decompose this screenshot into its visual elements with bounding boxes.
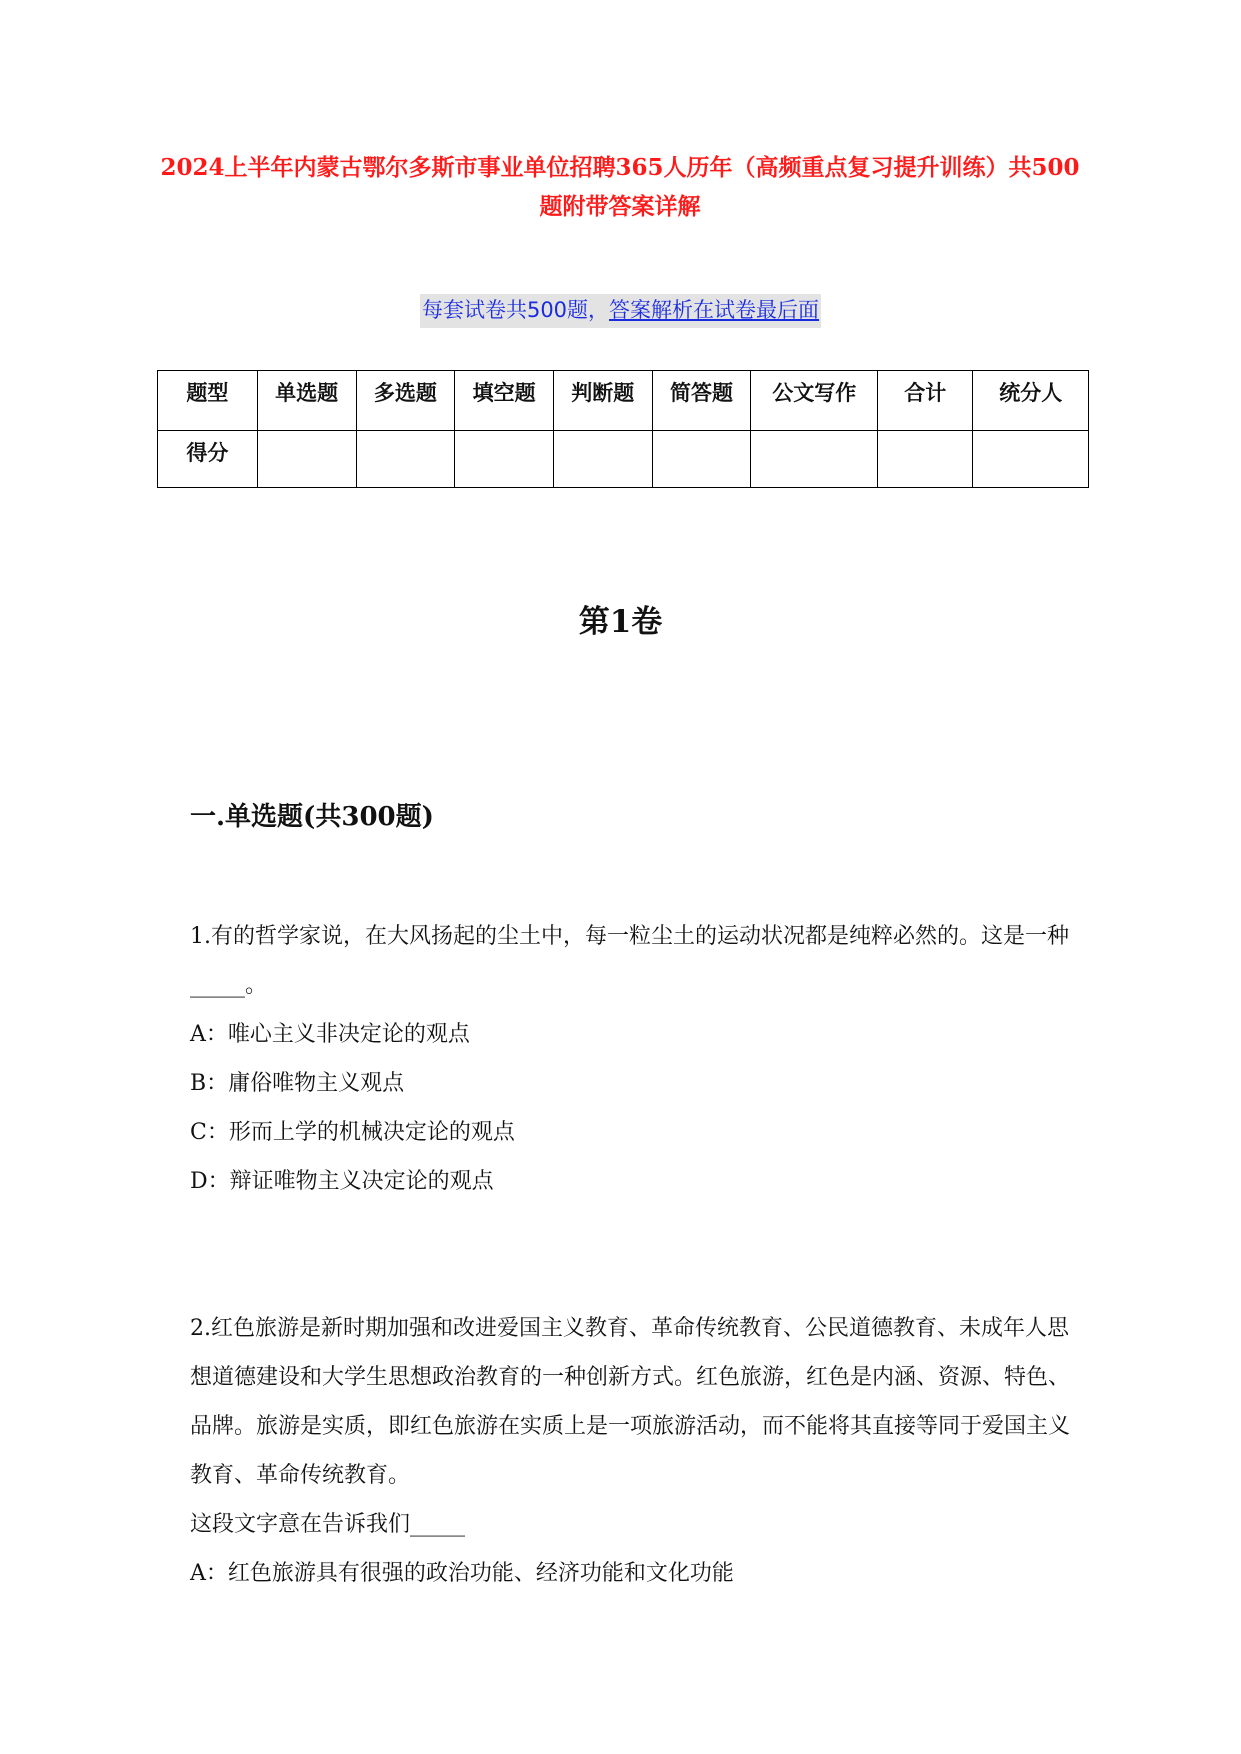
- question-stem: 2.红色旅游是新时期加强和改进爱国主义教育、革命传统教育、公民道德教育、未成年人思想道德建设和大学生思想政治教育的一种创新方式。红色旅游，红色是内涵、资源、特色、品牌。旅游是实质，即红色旅游在实质上是一项旅游活动，而不能将其直接等同于爱国主义教育、革命传统教育。: [190, 1316, 1071, 1488]
- score-cell: [257, 431, 356, 488]
- section-heading: 一.单选题(共300题): [190, 802, 434, 832]
- header-cell-true-false: 判断题: [553, 371, 652, 431]
- option-b: B：庸俗唯物主义观点: [190, 1071, 405, 1096]
- header-cell-grader: 统分人: [973, 371, 1089, 431]
- question-stem: 1.有的哲学家说，在大风扬起的尘土中，每一粒尘土的运动状况都是纯粹必然的。这是一种_____。: [190, 924, 1069, 998]
- score-table-header-row: [158, 371, 1089, 431]
- document-title: 2024上半年内蒙古鄂尔多斯市事业单位招聘365人历年（高频重点复习提升训练）共500题附带答案详解: [160, 154, 1080, 220]
- option-a: A：唯心主义非决定论的观点: [190, 1022, 470, 1047]
- question-2: [190, 1304, 1070, 1598]
- header-cell-short-answer: 简答题: [652, 371, 751, 431]
- header-cell-total: 合计: [878, 371, 973, 431]
- score-cell: [652, 431, 751, 488]
- volume-heading: 第1卷: [578, 604, 663, 640]
- score-cell: [553, 431, 652, 488]
- header-cell-multiple-choice: 多选题: [356, 371, 455, 431]
- header-cell-official-writing: 公文写作: [751, 371, 878, 431]
- header-cell-fill-blank: 填空题: [455, 371, 554, 431]
- header-cell-type: 题型: [158, 371, 258, 431]
- option-c: C：形而上学的机械决定论的观点: [190, 1120, 515, 1145]
- question-prompt: 这段文字意在告诉我们_____: [190, 1512, 466, 1537]
- score-cell: [356, 431, 455, 488]
- notice-text-part2: 答案解析在试卷最后面: [609, 298, 820, 322]
- option-d: D：辩证唯物主义决定论的观点: [190, 1169, 494, 1194]
- score-table: [157, 370, 1089, 488]
- score-cell: [878, 431, 973, 488]
- notice-banner: [420, 294, 821, 328]
- score-table-score-row: [158, 431, 1089, 488]
- score-cell: [455, 431, 554, 488]
- header-cell-single-choice: 单选题: [257, 371, 356, 431]
- score-cell: [973, 431, 1089, 488]
- score-cell: [751, 431, 878, 488]
- question-1: [190, 912, 1070, 1206]
- score-row-label: 得分: [158, 431, 258, 488]
- notice-text-part1: 每套试卷共500题，: [421, 298, 610, 322]
- option-a: A：红色旅游具有很强的政治功能、经济功能和文化功能: [190, 1561, 734, 1586]
- notice-line: [0, 294, 1241, 328]
